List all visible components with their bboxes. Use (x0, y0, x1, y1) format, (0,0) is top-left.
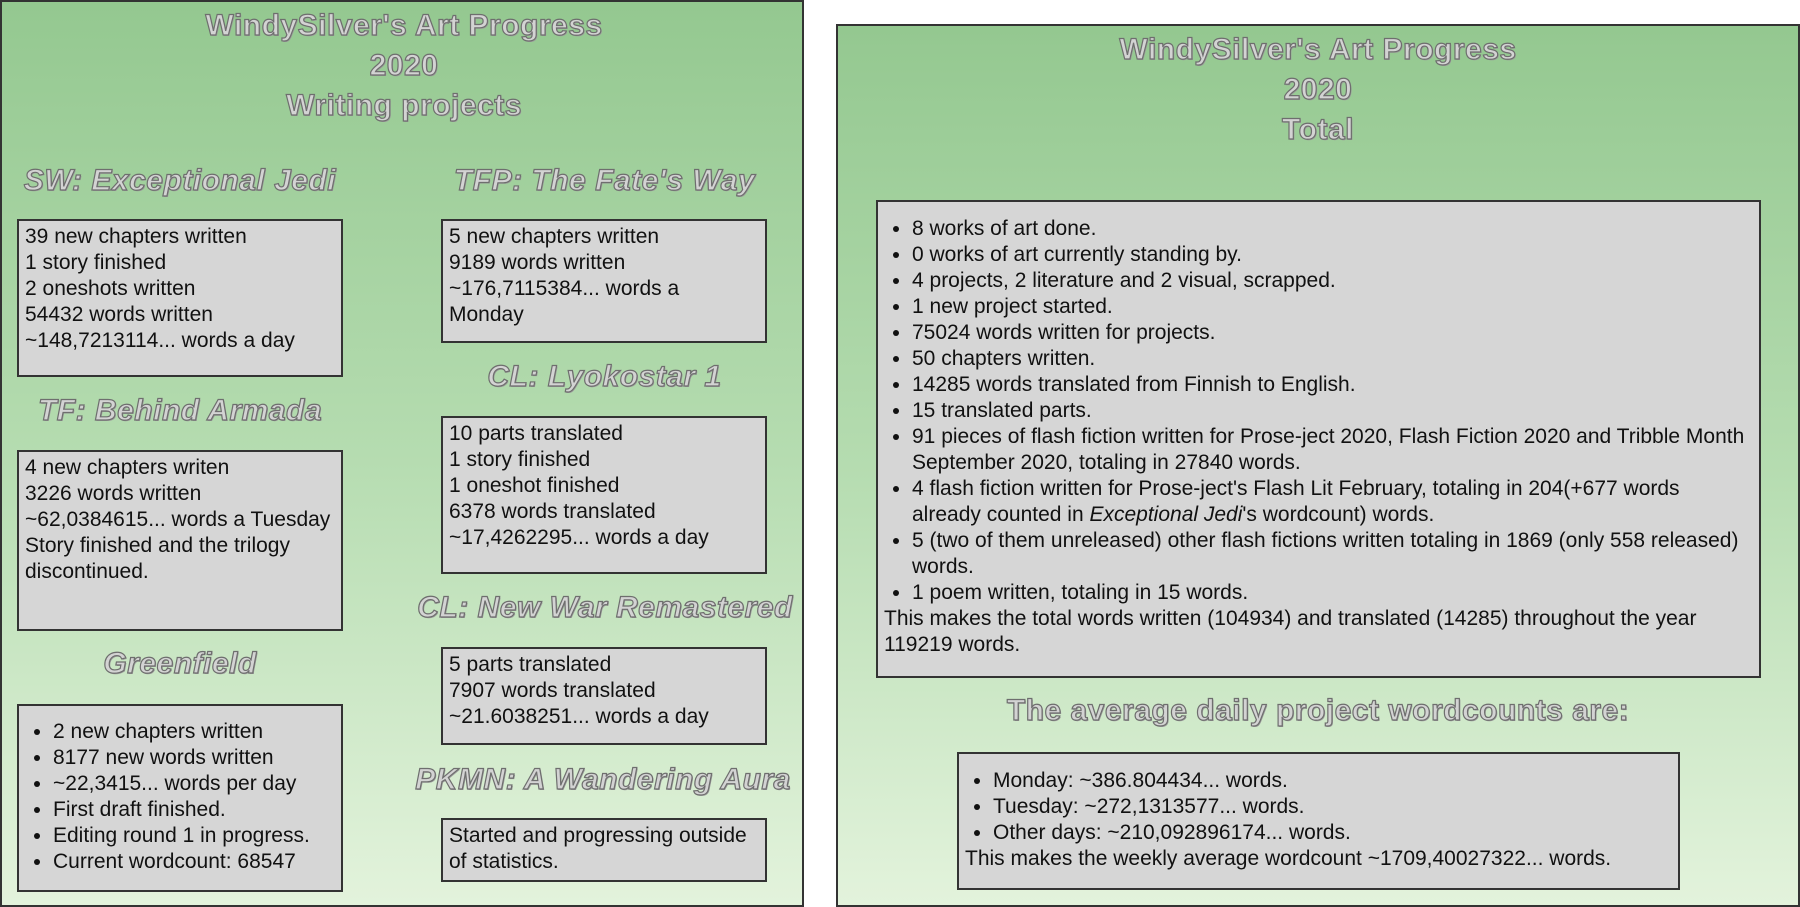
flash-lit-emphasis: Exceptional Jedi (1089, 503, 1243, 526)
list-item: • 91 pieces of flash fiction written for Prose-ject 2020, Flash Fiction 2020 and Tribble Month September 2020, totaling in 27840 words. (912, 424, 1753, 476)
stat-line: 3226 words written (25, 482, 202, 505)
panel-heading (2, 6, 806, 126)
total-panel (836, 24, 1800, 907)
list-item: • 2 new chapters written (53, 719, 335, 745)
list-item: • First draft finished. (53, 797, 335, 823)
project-title-fates-way: TFP: The Fate's Way (453, 164, 756, 197)
list-item: • 4 projects, 2 literature and 2 visual, scrapped. (912, 268, 1753, 294)
stat-line: ~21.6038251... words a day (449, 705, 709, 728)
project-title-lyokostar-1: CL: Lyokostar 1 (487, 360, 722, 393)
list-item: • 50 chapters written. (912, 346, 1753, 372)
totals-summary: This makes the total words written (104934) and translated (14285) throughout the year 119219 words. (884, 607, 1697, 656)
list-item: • Editing round 1 in progress. (53, 823, 335, 849)
writing-projects-panel (0, 0, 804, 907)
heading-line-3: Total (1282, 113, 1354, 146)
heading-line-2: 2020 (369, 49, 439, 82)
flash-lit-text-end: 's wordcount) words. (1242, 503, 1435, 526)
totals-box (876, 200, 1761, 678)
list-item: • Other days: ~210,092896174... words. (993, 820, 1672, 846)
list-item: • Monday: ~386.804434... words. (993, 768, 1672, 794)
heading-line-1: WindySilver's Art Progress (205, 9, 603, 42)
heading-line-3: Writing projects (286, 89, 522, 122)
average-heading: The average daily project wordcounts are: (1006, 694, 1630, 727)
stat-line: 7907 words translated (449, 679, 656, 702)
averages-summary: This makes the weekly average wordcount ~1709,40027322... words. (965, 847, 1612, 870)
stat-line: 5 new chapters written (449, 225, 660, 248)
list-item: • 8 works of art done. (912, 216, 1753, 242)
list-item: • 75024 words written for projects. (912, 320, 1753, 346)
stat-line: 39 new chapters written (25, 225, 247, 248)
stat-line: 54432 words written (25, 303, 213, 326)
list-item: • 1 poem written, totaling in 15 words. (912, 580, 1753, 606)
project-title-behind-armada: TF: Behind Armada (37, 394, 323, 427)
project-title-greenfield: Greenfield (103, 647, 257, 680)
stat-line: 5 parts translated (449, 653, 612, 676)
stat-line: ~17,4262295... words a day (449, 526, 709, 549)
project-stats-new-war-remastered (441, 647, 767, 745)
totals-list (884, 216, 1753, 606)
project-stats-fates-way (441, 219, 767, 343)
stat-line: 6378 words translated (449, 500, 656, 523)
averages-list (965, 768, 1672, 846)
stat-line: 4 new chapters writen (25, 456, 230, 479)
list-item: • 14285 words translated from Finnish to English. (912, 372, 1753, 398)
project-title-new-war-remastered: CL: New War Remastered (417, 591, 793, 624)
list-item: • Tuesday: ~272,1313577... words. (993, 794, 1672, 820)
stat-line: ~176,7115384... words a Monday (449, 277, 680, 326)
project-stats-greenfield (17, 704, 343, 892)
project-stats-lyokostar-1 (441, 416, 767, 574)
stat-line: 1 oneshot finished (449, 474, 620, 497)
stat-line: ~62,0384615... words a Tuesday (25, 508, 331, 531)
panel-heading (838, 30, 1798, 150)
stat-line: 10 parts translated (449, 422, 623, 445)
stat-line: Story finished and the trilogy discontinued. (25, 534, 290, 583)
project-stats-behind-armada (17, 450, 343, 631)
project-stats-exceptional-jedi (17, 219, 343, 377)
list-item: • 5 (two of them unreleased) other flash fictions written totaling in 1869 (only 558 released) words. (912, 528, 1753, 580)
list-item (912, 476, 1753, 528)
heading-line-1: WindySilver's Art Progress (1119, 33, 1517, 66)
list-item: • ~22,3415... words per day (53, 771, 335, 797)
project-title-wandering-aura: PKMN: A Wandering Aura (415, 763, 791, 796)
project-title-exceptional-jedi: SW: Exceptional Jedi (23, 164, 337, 197)
stat-line: 1 story finished (449, 448, 591, 471)
stat-line: 9189 words written (449, 251, 626, 274)
stat-line: 2 oneshots written (25, 277, 196, 300)
stat-line: ~148,7213114... words a day (25, 329, 295, 352)
flash-lit-text: 4 flash fiction written for Prose-ject's Flash Lit February, totaling in 204(+677 words already counted in (912, 477, 1680, 526)
list-item: • 0 works of art currently standing by. (912, 242, 1753, 268)
list-item: • 8177 new words written (53, 745, 335, 771)
list-item: • 1 new project started. (912, 294, 1753, 320)
list-item: • Current wordcount: 68547 (53, 849, 335, 875)
heading-line-2: 2020 (1283, 73, 1353, 106)
stat-line: 1 story finished (25, 251, 167, 274)
project-stats-wandering-aura (441, 818, 767, 882)
averages-box (957, 752, 1680, 890)
stat-line: Started and progressing outside of statistics. (449, 824, 747, 873)
list-item: • 15 translated parts. (912, 398, 1753, 424)
